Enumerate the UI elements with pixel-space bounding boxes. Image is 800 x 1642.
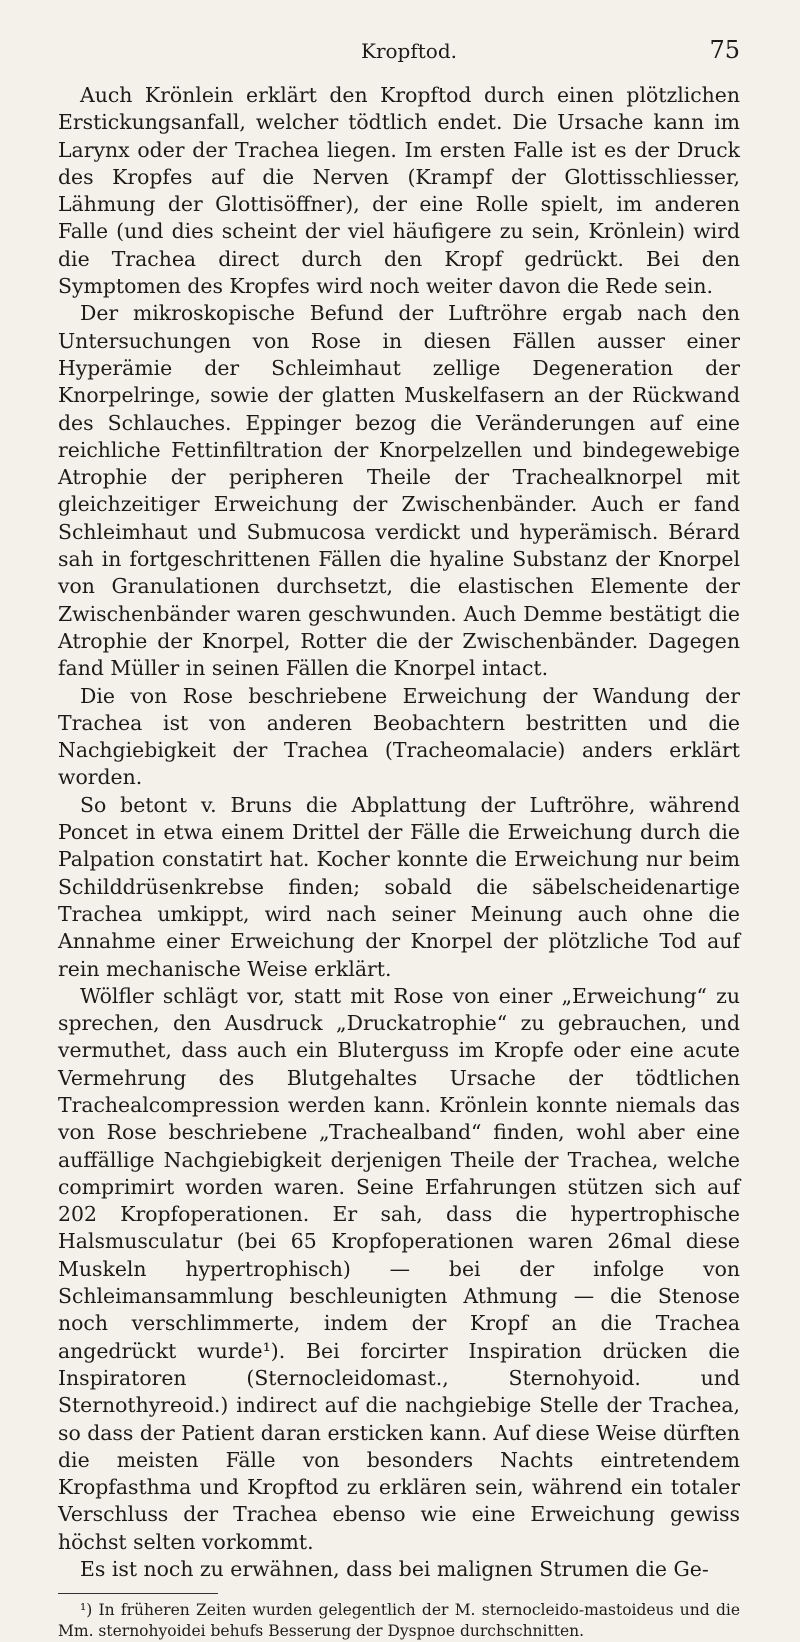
footnote xyxy=(58,1600,740,1642)
running-title: Kropftod. xyxy=(361,39,457,63)
body-text xyxy=(58,82,740,1583)
paragraph: Die von Rose beschriebene Erweichung der Wandung der Trachea ist von anderen Beobachtern bestritten und die Nachgiebigkeit der Trachea (Tracheomalacie) anders erklärt worden. xyxy=(58,683,740,790)
paragraph: Wölfler schlägt vor, statt mit Rose von einer „Erweichung“ zu sprechen, den Ausdruck „Druckatrophie“ zu gebrauchen, und vermuthet, dass auch ein Bluterguss im Kropfe oder eine acute Vermehrung des Blutgehaltes Ursache der tödtlichen Trachealcompression werden kann. Krönlein konnte niemals das von Rose beschriebene „Trachealband“ finden, wohl aber eine auffällige Nachgiebigkeit derjenigen Theile der Trachea, welche comprimirt worden waren. Seine Erfahrungen stützen sich auf 202 Kropfoperationen. Er sah, dass die hypertrophische Halsmusculatur (bei 65 Kropfoperationen waren 26mal diese Muskeln hypertrophisch) — bei der infolge von Schleimansammlung beschleunigten Athmung — die Stenose noch verschlimmerte, indem der Kropf an die Trachea angedrückt wurde¹). Bei forcirter Inspiration drücken die Inspiratoren (Sternocleidomast., Sternohyoid. und Sternothyreoid.) indirect auf die nachgiebige Stelle der Trachea, so dass der Patient daran ersticken kann. Auf diese Weise dürften die meisten Fälle von besonders Nachts eintretendem Kropfasthma und Kropftod zu erklären sein, während ein totaler Verschluss der Trachea ebenso wie eine Erweichung gewiss höchst selten vorkommt. xyxy=(58,983,740,1554)
paragraph: Es ist noch zu erwähnen, dass bei malignen Strumen die Ge- xyxy=(80,1557,709,1582)
footnote-text: ¹) In früheren Zeiten wurden gelegentlich der M. sternocleido-mastoideus und die Mm. sternohyoidei behufs Besserung der Dyspnoe durchschnitten. xyxy=(58,1601,740,1641)
running-head xyxy=(58,36,740,64)
page-number: 75 xyxy=(709,36,740,64)
paragraph: So betont v. Bruns die Abplattung der Luftröhre, während Poncet in etwa einem Drittel der Fälle die Erweichung durch die Palpation constatirt hat. Kocher konnte die Erweichung nur beim Schilddrüsenkrebse finden; sobald die säbelscheidenartige Trachea umkippt, wird nach seiner Meinung auch ohne die Annahme einer Erweichung der Knorpel der plötzliche Tod auf rein mechanische Weise erklärt. xyxy=(58,792,740,981)
footnote-divider xyxy=(58,1593,218,1594)
paragraph: Auch Krönlein erklärt den Kropftod durch einen plötzlichen Erstickungsanfall, welcher tödtlich endet. Die Ursache kann im Larynx oder der Trachea liegen. Im ersten Falle ist es der Druck des Kropfes auf die Nerven (Krampf der Glottisschliesser, Lähmung der Glottisöffner), der eine Rolle spielt, im anderen Falle (und dies scheint der viel häufigere zu sein, Krönlein) wird die Trachea direct durch den Kropf gedrückt. Bei den Symptomen des Kropfes wird noch weiter davon die Rede sein. xyxy=(58,83,740,299)
paragraph: Der mikroskopische Befund der Luftröhre ergab nach den Untersuchungen von Rose in diesen Fällen ausser einer Hyperämie der Schleimhaut zellige Degeneration der Knorpelringe, sowie der glatten Muskelfasern an der Rückwand des Schlauches. Eppinger bezog die Veränderungen auf eine reichliche Fettinfiltration der Knorpelzellen und bindegewebige Atrophie der peripheren Theile der Trachealknorpel mit gleichzeitiger Erweichung der Zwischenbänder. Auch er fand Schleimhaut und Submucosa verdickt und hyperämisch. Bérard sah in fortgeschrittenen Fällen die hyaline Substanz der Knorpel von Granulationen durchsetzt, die elastischen Elemente der Zwischenbänder waren geschwunden. Auch Demme bestätigt die Atrophie der Knorpel, Rotter die der Zwischenbänder. Dagegen fand Müller in seinen Fällen die Knorpel intact. xyxy=(58,301,740,681)
